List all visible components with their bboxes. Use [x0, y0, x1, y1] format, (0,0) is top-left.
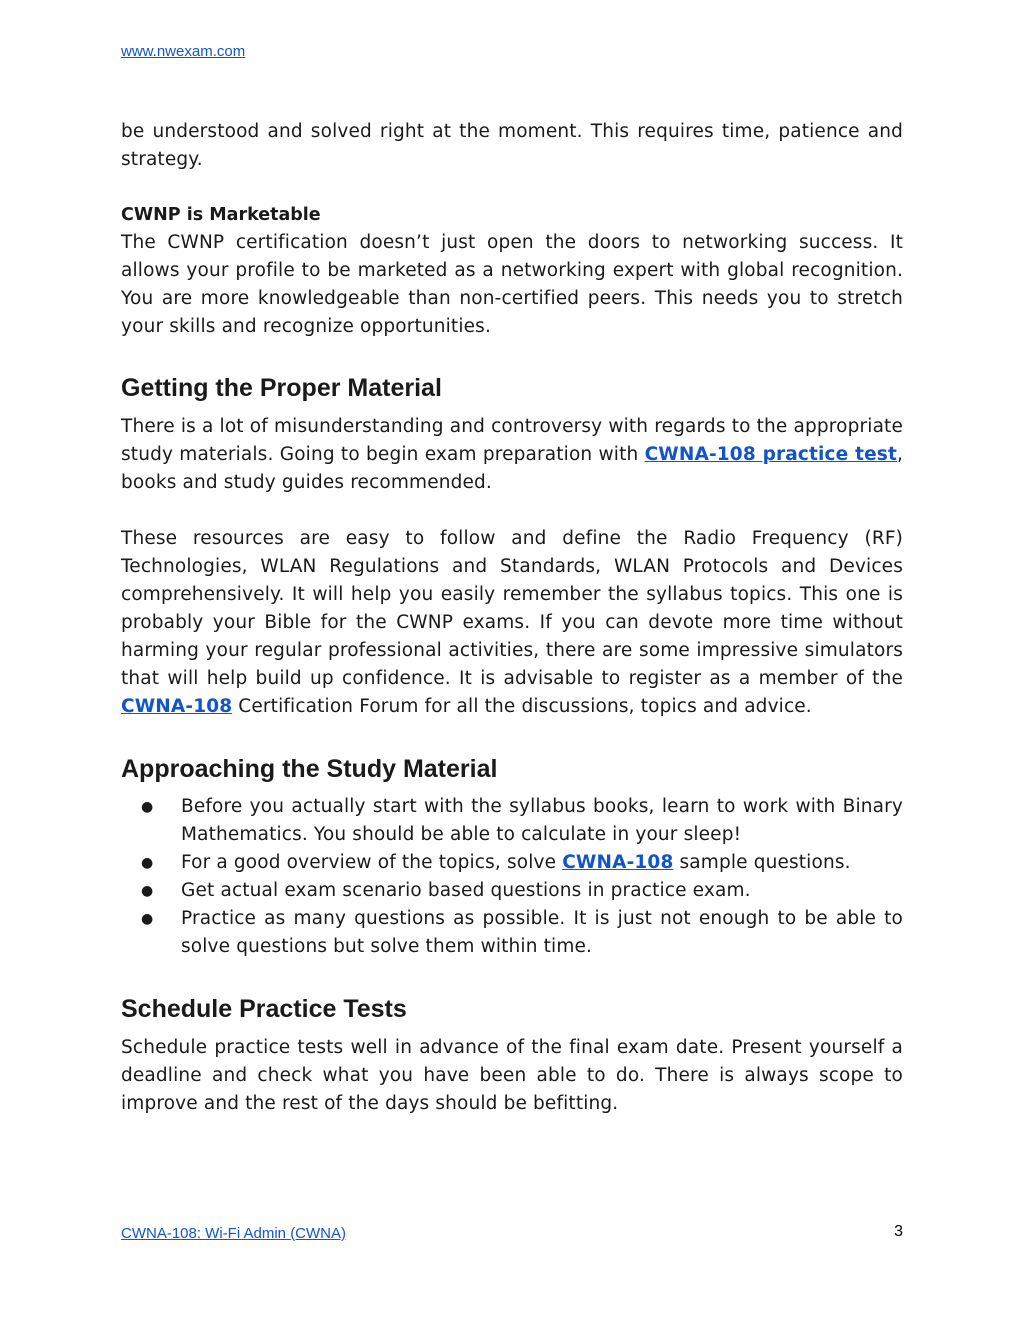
list-item-text: For a good overview of the topics, solve [181, 852, 563, 873]
marketable-heading: CWNP is Marketable [121, 205, 321, 225]
footer-link[interactable]: CWNA-108: Wi-Fi Admin (CWNA) [121, 1225, 347, 1242]
list-item [121, 877, 903, 905]
proper-material-p2-text: These resources are easy to follow and define the Radio Frequency (RF) Technologies, WLAN Regulations and Standards, WLAN Protocols and Devices comprehensively. It will help you easily remember the syllabus topics. This one is probably your Bible for the CWNP exams. If you can devote more time without harming your regular professional activities, there are some impressive simulators that will help build up confidence. It is advisable to register as a member of the [121, 528, 903, 689]
cwna-108-sample-questions-link[interactable]: CWNA-108 [562, 852, 674, 873]
proper-material-p1-text-after: , books and study guides recommended. [121, 444, 903, 493]
header-site-link[interactable]: www.nwexam.com [121, 43, 246, 60]
page-content [121, 118, 903, 1118]
proper-material-paragraph-1 [121, 413, 903, 497]
bullet-icon: ● [141, 799, 154, 815]
bullet-icon: ● [141, 911, 154, 927]
proper-material-p1-text: There is a lot of misunderstanding and controversy with regards to the appropriate study materials. Going to begin exam preparation with [121, 416, 903, 465]
list-item-text: Get actual exam scenario based questions in practice exam. [181, 880, 751, 901]
proper-material-heading: Getting the Proper Material [121, 374, 442, 402]
schedule-paragraph: Schedule practice tests well in advance of the final exam date. Present yourself a deadline and check what you have been able to do. There is always scope to improve and the rest of the days should be befitting. [121, 1037, 903, 1114]
list-item-text: Practice as many questions as possible. It is just not enough to be able to solve questions but solve them within time. [181, 908, 903, 957]
cwna-108-practice-test-link[interactable]: CWNA-108 practice test [644, 444, 897, 465]
intro-paragraph: be understood and solved right at the moment. This requires time, patience and strategy. [121, 121, 903, 170]
approaching-list [121, 793, 903, 961]
schedule-heading: Schedule Practice Tests [121, 995, 407, 1023]
list-item [121, 905, 903, 961]
page-number: 3 [894, 1223, 903, 1240]
marketable-paragraph: The CWNP certification doesn’t just open the doors to networking success. It allows your profile to be marketed as a networking expert with global recognition. You are more knowledgeable than non-certified peers. This needs you to stretch your skills and recognize opportunities. [121, 232, 903, 337]
bullet-icon: ● [141, 883, 154, 899]
cwna-108-forum-link[interactable]: CWNA-108 [121, 696, 233, 717]
list-item [121, 793, 903, 849]
bullet-icon: ● [141, 855, 154, 871]
list-item-text: Before you actually start with the syllabus books, learn to work with Binary Mathematics. You should be able to calculate in your sleep! [181, 796, 903, 845]
approaching-heading: Approaching the Study Material [121, 755, 498, 783]
proper-material-paragraph-2 [121, 525, 903, 721]
proper-material-p2-text-after: Certification Forum for all the discussions, topics and advice. [232, 696, 812, 717]
list-item [121, 849, 903, 877]
list-item-text-after: sample questions. [673, 852, 851, 873]
